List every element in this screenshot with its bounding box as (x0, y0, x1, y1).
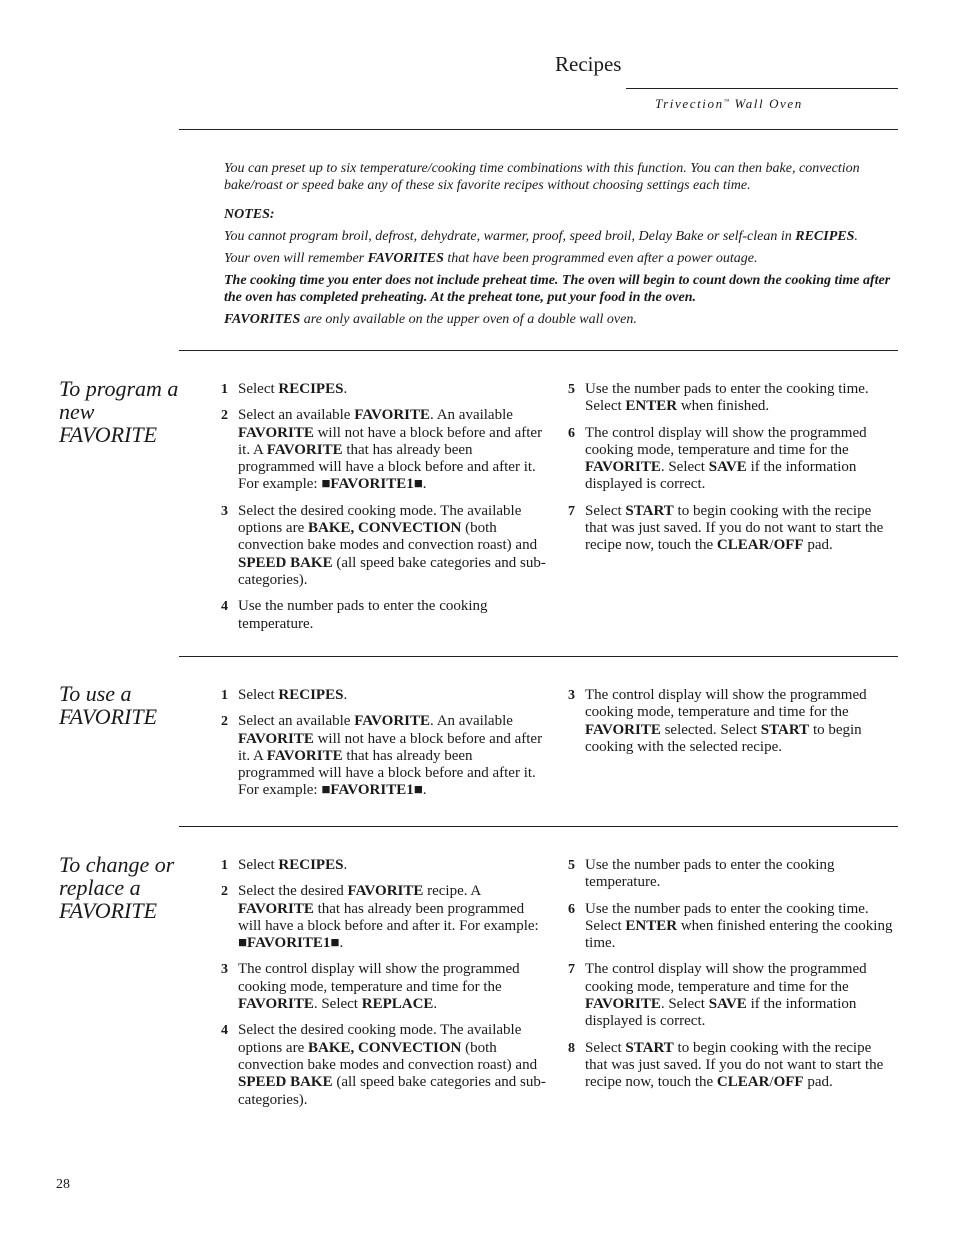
step-text: Select the desired cooking mode. The available options are BAKE, CONVECTION (both convection bake modes and convection roast) and SPEED BAKE (all speed bake categories and sub-categories). (238, 502, 546, 588)
step-item (221, 713, 546, 799)
step-number: 1 (221, 382, 228, 397)
program-steps-right (568, 381, 893, 564)
header-rule (626, 88, 898, 89)
product-subtitle (655, 96, 803, 112)
step-text: Select an available FAVORITE. An available FAVORITE will not have a block before and after it. A FAVORITE that has already been programmed will have a block before and after it. For example: ■FAVORITE1■. (238, 713, 543, 799)
step-text: Select the desired FAVORITE recipe. A FAVORITE that has already been programmed will have a block before and after it. For example: ■FAVORITE1■. (238, 883, 539, 952)
step-number: 4 (221, 599, 228, 615)
program-steps-left (221, 381, 546, 642)
step-number: 2 (221, 884, 228, 900)
step-item (568, 687, 893, 756)
step-number: 7 (568, 503, 575, 519)
subtitle-brand: Trivection (655, 96, 724, 111)
step-text: Select RECIPES. (238, 857, 348, 873)
divider-change (179, 826, 898, 827)
step-text: Use the number pads to enter the cooking temperature. (238, 598, 488, 632)
divider-top (179, 129, 898, 130)
heading-change-favorite: To change or replace a FAVORITE (59, 852, 175, 923)
step-number: 5 (568, 858, 575, 873)
step-number: 3 (221, 503, 228, 519)
use-steps-left (221, 687, 546, 809)
step-number: 1 (221, 688, 228, 703)
divider-program (179, 350, 898, 351)
note-3: The cooking time you enter does not include preheat time. The oven will begin to count down the cooking time after the oven has completed preheating. At the preheat tone, put your food in the oven. (224, 273, 891, 305)
note-2: Your oven will remember FAVORITES that have been programmed even after a power outage. (224, 251, 758, 266)
step-item (221, 381, 546, 398)
step-number: 1 (221, 858, 228, 873)
step-item (221, 961, 546, 1013)
step-text: Select an available FAVORITE. An available FAVORITE will not have a block before and after it. A FAVORITE that has already been programmed will have a block before and after it. For example: ■FAVORITE1■. (238, 407, 543, 493)
step-text: Use the number pads to enter the cooking temperature. (585, 857, 835, 891)
step-number: 7 (568, 962, 575, 978)
change-steps-right (568, 857, 893, 1101)
step-item (568, 901, 893, 953)
heading-program-favorite: To program a new FAVORITE (59, 376, 179, 447)
step-text: Select the desired cooking mode. The available options are BAKE, CONVECTION (both convection bake modes and convection roast) and SPEED BAKE (all speed bake categories and sub-categories). (238, 1022, 546, 1108)
step-item (568, 503, 893, 555)
step-item (221, 407, 546, 493)
step-number: 4 (221, 1023, 228, 1039)
step-item (221, 883, 546, 952)
step-text: Select RECIPES. (238, 381, 348, 397)
step-item (221, 1022, 546, 1108)
step-item (568, 857, 893, 892)
step-number: 3 (568, 688, 575, 703)
step-item (221, 687, 546, 704)
step-item (568, 961, 893, 1030)
use-steps-right (568, 687, 893, 765)
step-text: Use the number pads to enter the cooking time. Select ENTER when finished. (585, 381, 869, 415)
divider-use (179, 656, 898, 657)
step-number: 6 (568, 901, 575, 917)
step-text: The control display will show the programmed cooking mode, temperature and time for the FAVORITE selected. Select START to begin cooking with the selected recipe. (585, 687, 867, 755)
heading-use-favorite: To use a FAVORITE (59, 681, 158, 729)
trademark-mark: ™ (723, 99, 730, 105)
change-steps-left (221, 857, 546, 1118)
step-item (568, 425, 893, 494)
step-item (221, 857, 546, 874)
intro-paragraph: You can preset up to six temperature/cooking time combinations with this function. You can then bake, convection bake/roast or speed bake any of these six favorite recipes without choosing settings each time. (224, 161, 860, 193)
step-text: Use the number pads to enter the cooking time. Select ENTER when finished entering the cooking time. (585, 900, 893, 952)
page-title: Recipes (555, 52, 622, 76)
note-1: You cannot program broil, defrost, dehydrate, warmer, proof, speed broil, Delay Bake or self-clean in RECIPES. (224, 229, 858, 244)
step-text: Select RECIPES. (238, 687, 348, 703)
step-number: 2 (221, 408, 228, 424)
step-item (568, 381, 893, 416)
note-4: FAVORITES are only available on the upper oven of a double wall oven. (224, 312, 637, 327)
intro-block (224, 160, 894, 333)
step-number: 3 (221, 962, 228, 978)
step-number: 8 (568, 1040, 575, 1056)
step-number: 5 (568, 382, 575, 397)
step-number: 6 (568, 425, 575, 441)
page-number: 28 (56, 1177, 70, 1192)
step-item (221, 503, 546, 589)
step-text: The control display will show the programmed cooking mode, temperature and time for the FAVORITE. Select SAVE if the information displayed is correct. (585, 424, 867, 493)
step-text: Select START to begin cooking with the recipe that was just saved. If you do not want to start the recipe now, touch the CLEAR/OFF pad. (585, 502, 884, 554)
step-text: Select START to begin cooking with the recipe that was just saved. If you do not want to start the recipe now, touch the CLEAR/OFF pad. (585, 1039, 884, 1091)
step-number: 2 (221, 714, 228, 730)
step-item (568, 1040, 893, 1092)
subtitle-rest: Wall Oven (729, 96, 803, 111)
step-item (221, 598, 546, 633)
step-text: The control display will show the programmed cooking mode, temperature and time for the FAVORITE. Select REPLACE. (238, 961, 520, 1013)
notes-label: NOTES: (224, 207, 275, 222)
step-text: The control display will show the programmed cooking mode, temperature and time for the FAVORITE. Select SAVE if the information displayed is correct. (585, 961, 867, 1030)
